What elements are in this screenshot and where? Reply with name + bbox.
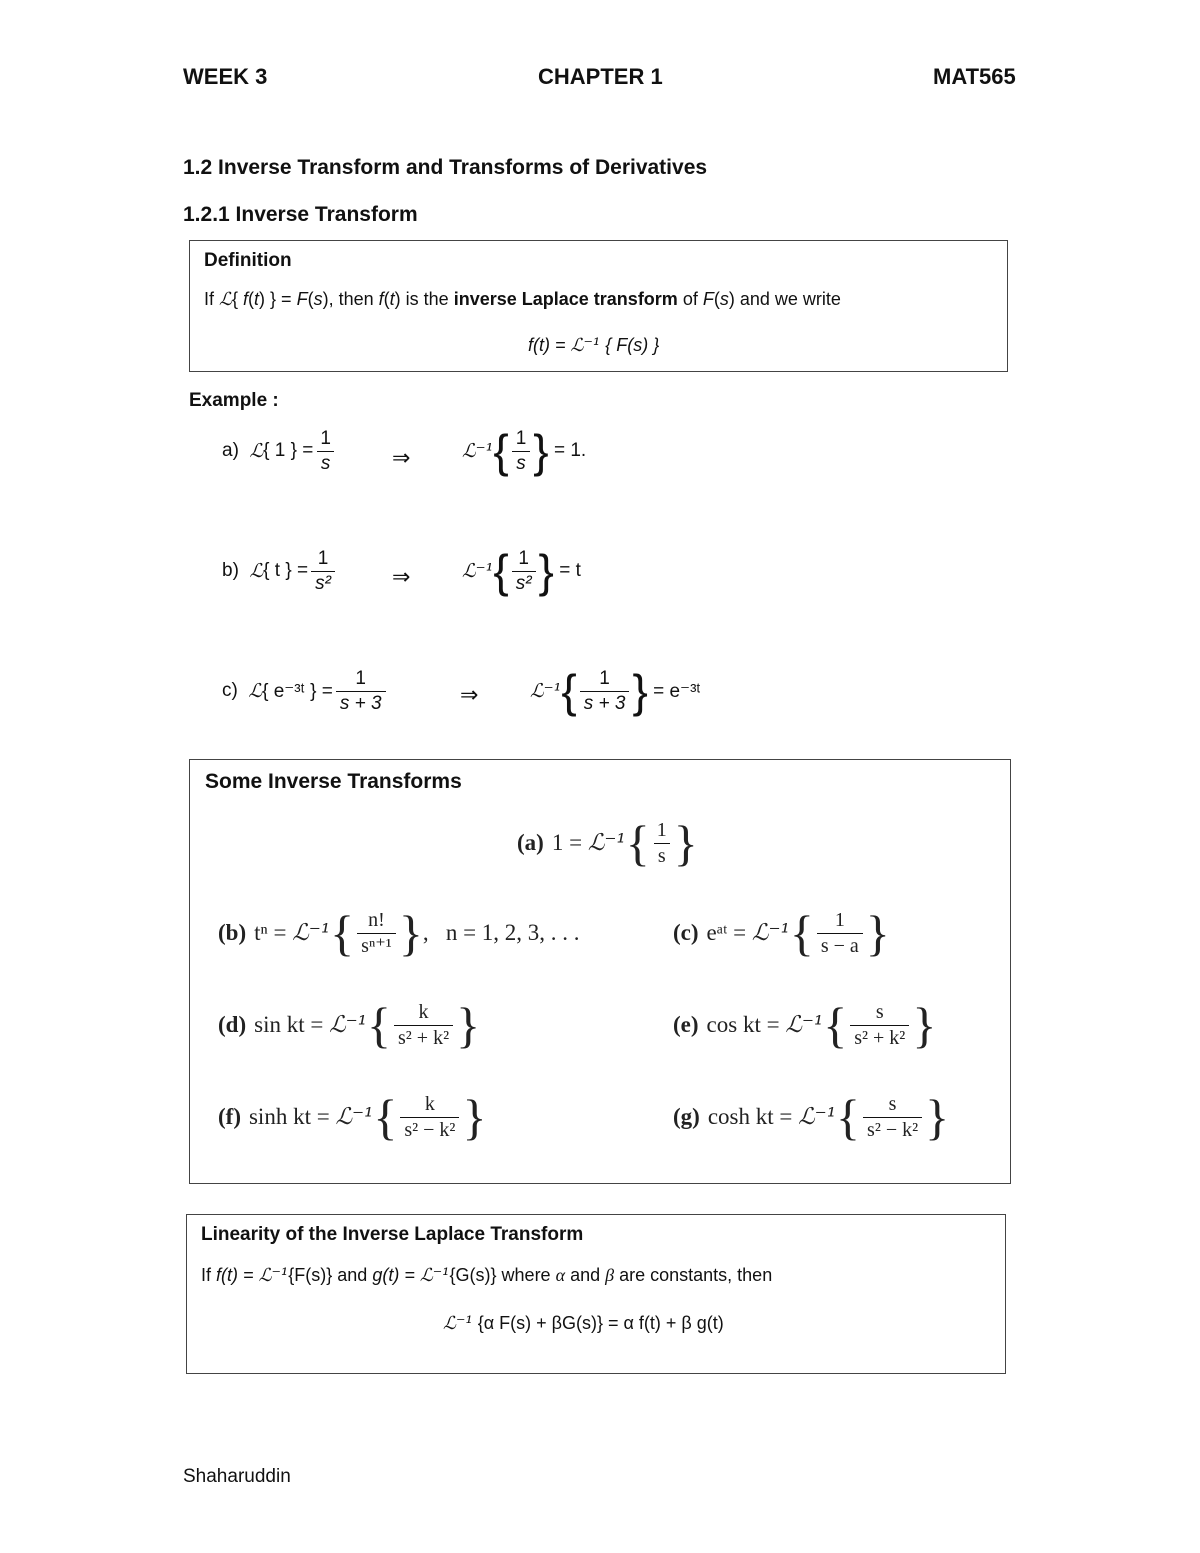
header-chapter: CHAPTER 1 [538, 64, 663, 89]
linearity-formula: ℒ⁻¹ {α F(s) + βG(s)} = α f(t) + β g(t) [443, 1313, 724, 1334]
implies-a: ⇒ [392, 445, 411, 470]
definition-box [189, 240, 1008, 372]
linearity-text: If f(t) = ℒ⁻¹{F(s)} and g(t) = ℒ⁻¹{G(s)} where α and β are constants, then [201, 1265, 773, 1286]
example-c-inverse: ℒ⁻¹ { $\frac{1}{s + 3}$ } = e⁻³ᵗ [530, 665, 701, 718]
definition-title: Definition [204, 250, 292, 271]
laplace-symbol: ℒ [219, 289, 232, 310]
section-title: 1.2 Inverse Transform and Transforms of Derivatives [183, 156, 708, 179]
subsection-title: 1.2.1 Inverse Transform [183, 203, 418, 226]
linearity-box [186, 1214, 1006, 1374]
example-b-inverse: ℒ⁻¹ { $\frac{1}{\text{s²}}$ } = t [462, 545, 581, 598]
example-a-inverse: ℒ⁻¹ { $\frac{1}{s}$ } = 1. [462, 425, 587, 478]
footer-author: Shaharuddin [183, 1466, 291, 1487]
inverse-transforms-box [189, 759, 1011, 1184]
implies-b: ⇒ [392, 564, 411, 589]
header-course: MAT565 [933, 64, 1016, 89]
definition-text: If ℒ{ f(t) } = F(s), then f(t) is the inverse Laplace transform of F(s) and we write [204, 289, 841, 310]
inverse-item-a: (a) 1 = ℒ⁻¹ { $\frac{1}{s}$ } [517, 815, 698, 871]
inverse-item-f: (f) sinh kt = ℒ⁻¹ { $\frac{k}{\text{s² − k²}}$ } [218, 1089, 487, 1145]
inverse-transforms-title: Some Inverse Transforms [205, 770, 462, 793]
definition-term: inverse Laplace transform [453, 289, 678, 309]
example-b: b) ℒ { t } = $\frac{1}{\text{s²}}$ [222, 548, 338, 595]
example-a: a) ℒ { 1 } = $\frac{1}{s}$ [222, 428, 338, 475]
inverse-item-g: (g) cosh kt = ℒ⁻¹ { $\frac{s}{\text{s² − k²}}$ } [673, 1089, 950, 1145]
definition-formula: f(t) = ℒ⁻¹ { F(s) } [528, 335, 660, 356]
example-label: Example : [189, 390, 279, 411]
example-c: c) ℒ { e⁻³ᵗ } = $\frac{1}{s + 3}$ [222, 668, 389, 715]
inverse-item-b: (b) tⁿ = ℒ⁻¹ { $\frac{n!}{\text{sⁿ⁺¹}}$ } , n = 1, 2, 3, . . . [218, 905, 580, 961]
implies-c: ⇒ [460, 682, 479, 707]
linearity-title: Linearity of the Inverse Laplace Transform [201, 1224, 584, 1245]
inverse-item-c: (c) eᵃᵗ = ℒ⁻¹ { $\frac{1}{s - a}$ } [673, 905, 890, 961]
inverse-item-e: (e) cos kt = ℒ⁻¹ { $\frac{s}{\text{s² + k²}}$ } [673, 997, 937, 1053]
header-week: WEEK 3 [183, 64, 268, 89]
inverse-item-d: (d) sin kt = ℒ⁻¹ { $\frac{k}{\text{s² + k²}}$ } [218, 997, 481, 1053]
